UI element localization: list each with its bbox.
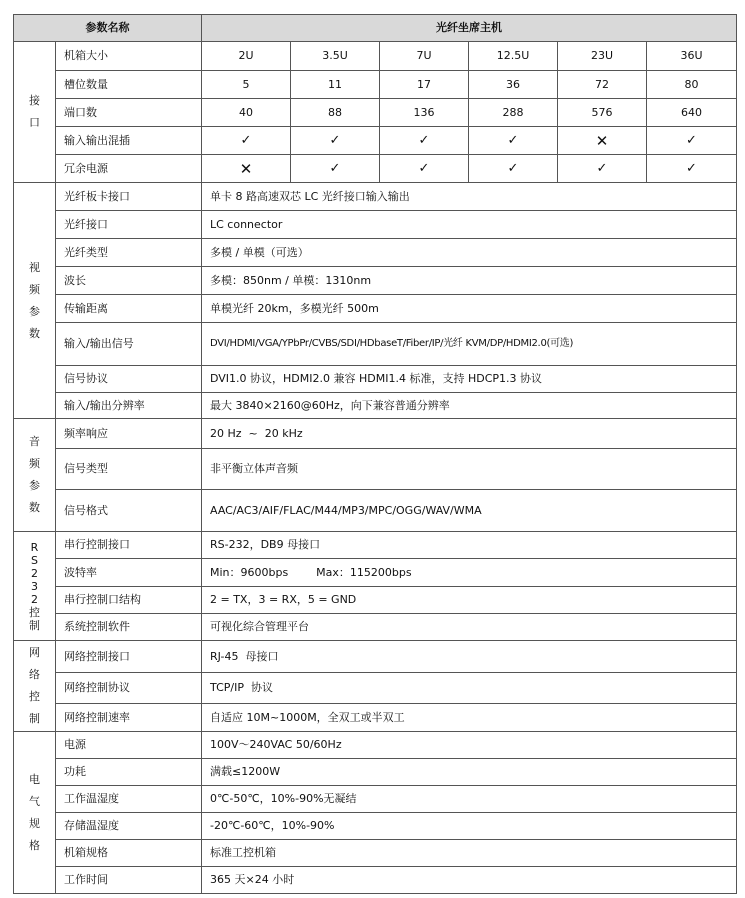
param-name-header: 参数名称 [14, 15, 202, 42]
category-video: 视频参数 [14, 183, 56, 419]
row-value: 20 Hz ~ 20 kHz [202, 419, 737, 449]
row-label: 串行控制接口 [56, 532, 202, 559]
row-value: 非平衡立体声音频 [202, 449, 737, 490]
table-row [14, 366, 737, 393]
row-value: TCP/IP 协议 [202, 673, 737, 704]
table-row [14, 127, 737, 155]
row-label: 机箱规格 [56, 840, 202, 867]
chassis-cell: 23U [558, 42, 647, 71]
row-label: 波特率 [56, 559, 202, 587]
row-label: 串行控制口结构 [56, 587, 202, 614]
row-value: AAC/AC3/AIF/FLAC/M44/MP3/MPC/OGG/WAV/WMA [202, 490, 737, 532]
category-rs232: RS232控制 [14, 532, 56, 641]
slots-cell: 11 [291, 71, 380, 99]
row-label: 存储温湿度 [56, 813, 202, 840]
row-label: 工作时间 [56, 867, 202, 894]
row-label: 输入/输出分辨率 [56, 393, 202, 419]
table-row [14, 183, 737, 211]
check-mark-icon: ✓ [469, 155, 558, 183]
chassis-cell: 2U [202, 42, 291, 71]
check-mark-icon: ✓ [380, 155, 469, 183]
chassis-cell: 12.5U [469, 42, 558, 71]
row-value: Min：9600bps Max：115200bps [202, 559, 737, 587]
table-row [14, 490, 737, 532]
row-label: 光纤接口 [56, 211, 202, 239]
table-row [14, 211, 737, 239]
check-mark-icon: ✓ [469, 127, 558, 155]
check-mark-icon: ✓ [558, 155, 647, 183]
category-electrical: 电气规格 [14, 732, 56, 894]
table-row [14, 99, 737, 127]
row-label: 槽位数量 [56, 71, 202, 99]
check-mark-icon: ✓ [380, 127, 469, 155]
row-label: 频率响应 [56, 419, 202, 449]
table-row [14, 323, 737, 366]
table-row [14, 559, 737, 587]
row-label: 输入输出混插 [56, 127, 202, 155]
row-value: 标准工控机箱 [202, 840, 737, 867]
row-value: 多模 / 单模（可选） [202, 239, 737, 267]
row-label: 信号协议 [56, 366, 202, 393]
row-value: DVI/HDMI/VGA/YPbPr/CVBS/SDI/HDbaseT/Fiber/IP/光纤 KVM/DP/HDMI2.0(可选) [202, 323, 737, 366]
row-value: 单模光纤 20km，多模光纤 500m [202, 295, 737, 323]
table-row [14, 673, 737, 704]
category-network: 网络控制 [14, 641, 56, 732]
row-label: 光纤类型 [56, 239, 202, 267]
check-mark-icon: ✓ [647, 155, 737, 183]
row-value: 365 天×24 小时 [202, 867, 737, 894]
row-label: 波长 [56, 267, 202, 295]
ports-cell: 576 [558, 99, 647, 127]
row-label: 网络控制协议 [56, 673, 202, 704]
slots-cell: 5 [202, 71, 291, 99]
table-row [14, 419, 737, 449]
ports-cell: 640 [647, 99, 737, 127]
table-row [14, 393, 737, 419]
table-row [14, 449, 737, 490]
table-row [14, 813, 737, 840]
cross-mark-icon: ✕ [558, 127, 647, 155]
ports-cell: 88 [291, 99, 380, 127]
check-mark-icon: ✓ [291, 127, 380, 155]
row-value: RJ-45 母接口 [202, 641, 737, 673]
row-value: 自适应 10M~1000M，全双工或半双工 [202, 704, 737, 732]
table-row [14, 704, 737, 732]
row-label: 机箱大小 [56, 42, 202, 71]
chassis-cell: 3.5U [291, 42, 380, 71]
row-value: LC connector [202, 211, 737, 239]
table-row [14, 587, 737, 614]
spec-table [13, 14, 737, 894]
row-label: 电源 [56, 732, 202, 759]
row-value: DVI1.0 协议，HDMI2.0 兼容 HDMI1.4 标准，支持 HDCP1.3 协议 [202, 366, 737, 393]
slots-cell: 80 [647, 71, 737, 99]
row-label: 系统控制软件 [56, 614, 202, 641]
chassis-cell: 7U [380, 42, 469, 71]
header-row [14, 15, 737, 42]
table-row [14, 759, 737, 786]
table-row [14, 786, 737, 813]
table-row [14, 239, 737, 267]
row-value: 单卡 8 路高速双芯 LC 光纤接口输入输出 [202, 183, 737, 211]
table-row [14, 71, 737, 99]
check-mark-icon: ✓ [202, 127, 291, 155]
row-value: -20℃-60℃，10%-90% [202, 813, 737, 840]
check-mark-icon: ✓ [291, 155, 380, 183]
table-row [14, 532, 737, 559]
category-audio: 音频参数 [14, 419, 56, 532]
product-name-header: 光纤坐席主机 [202, 15, 737, 42]
chassis-cell: 36U [647, 42, 737, 71]
slots-cell: 17 [380, 71, 469, 99]
row-value: 多模：850nm / 单模：1310nm [202, 267, 737, 295]
table-row [14, 840, 737, 867]
row-label: 输入/输出信号 [56, 323, 202, 366]
table-row [14, 267, 737, 295]
slots-cell: 36 [469, 71, 558, 99]
row-value: 0℃-50℃，10%-90%无凝结 [202, 786, 737, 813]
row-value: 满载≤1200W [202, 759, 737, 786]
table-row [14, 732, 737, 759]
row-value: 最大 3840×2160@60Hz，向下兼容普通分辨率 [202, 393, 737, 419]
row-label: 传输距离 [56, 295, 202, 323]
row-value: 2 = TX，3 = RX，5 = GND [202, 587, 737, 614]
row-label: 功耗 [56, 759, 202, 786]
row-label: 信号格式 [56, 490, 202, 532]
slots-cell: 72 [558, 71, 647, 99]
check-mark-icon: ✓ [647, 127, 737, 155]
row-value: RS-232，DB9 母接口 [202, 532, 737, 559]
row-label: 光纤板卡接口 [56, 183, 202, 211]
row-label: 网络控制速率 [56, 704, 202, 732]
cross-mark-icon: ✕ [202, 155, 291, 183]
row-label: 工作温湿度 [56, 786, 202, 813]
table-row [14, 867, 737, 894]
category-interface: 接口 [14, 42, 56, 183]
ports-cell: 40 [202, 99, 291, 127]
table-row [14, 614, 737, 641]
row-value: 可视化综合管理平台 [202, 614, 737, 641]
row-label: 冗余电源 [56, 155, 202, 183]
ports-cell: 136 [380, 99, 469, 127]
row-label: 网络控制接口 [56, 641, 202, 673]
row-label: 端口数 [56, 99, 202, 127]
table-row [14, 155, 737, 183]
row-label: 信号类型 [56, 449, 202, 490]
table-row [14, 641, 737, 673]
table-row [14, 42, 737, 71]
row-value: 100V～240VAC 50/60Hz [202, 732, 737, 759]
ports-cell: 288 [469, 99, 558, 127]
table-row [14, 295, 737, 323]
